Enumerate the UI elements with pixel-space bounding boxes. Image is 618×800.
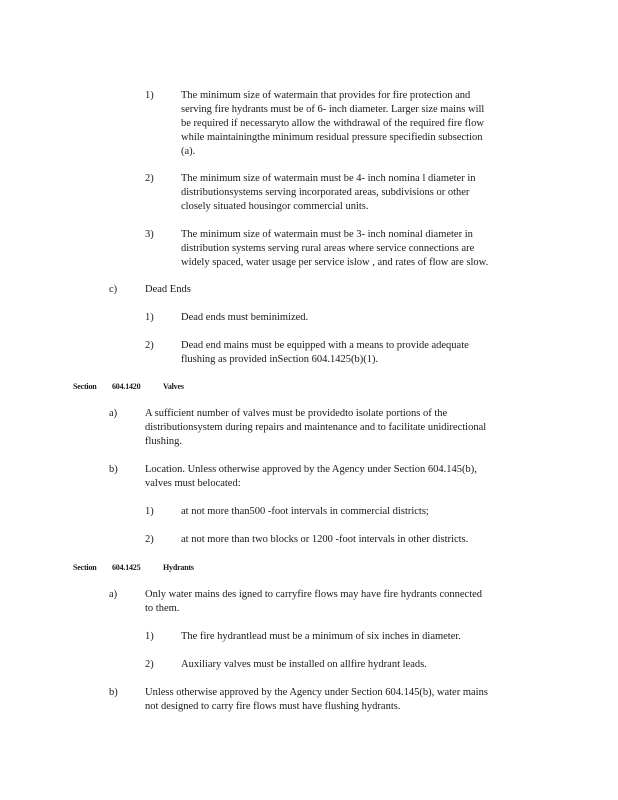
item-3-text	[181, 228, 488, 270]
item-letter: a)	[109, 408, 118, 419]
hydrants-b-text	[145, 686, 488, 714]
text-line: The minimum size of watermain must be 3- inch nominal diameter in	[181, 229, 473, 240]
section-label: Section	[73, 563, 97, 572]
item-letter: b)	[109, 687, 118, 698]
section-label: Section	[73, 382, 97, 391]
item-number: 2)	[145, 340, 154, 351]
text-line: distribution systems serving rural areas where service connections are	[181, 243, 475, 254]
item-1-text	[181, 89, 529, 159]
text-line: serving fire hydrants must be of 6- inch diameter. Larger size mains will	[181, 104, 485, 115]
text-line: (a).	[181, 146, 196, 157]
hydrants-a-text	[145, 588, 482, 616]
item-number: 3)	[145, 229, 154, 240]
text-line: distributionsystem during repairs and maintenance and to facilitate unidirectional	[145, 422, 487, 433]
text-line: flushing.	[145, 436, 183, 447]
text-line: Location. Unless otherwise approved by the Agency under Section 604.145(b),	[145, 464, 477, 475]
item-2-text	[181, 172, 476, 214]
section-number: 604.1425	[112, 563, 141, 572]
text-line: Only water mains des igned to carryfire flows may have fire hydrants connected	[145, 589, 483, 600]
dead-ends-2-text	[181, 339, 469, 367]
text-line: widely spaced, water usage per service islow , and rates of flow are slow.	[181, 257, 489, 268]
text-line: Dead ends must beminimized.	[181, 312, 309, 323]
item-number: 2)	[145, 173, 154, 184]
text-line: Auxiliary valves must be installed on allfire hydrant leads.	[181, 659, 427, 670]
item-number: 2)	[145, 534, 154, 545]
hydrants-a-2-text	[181, 658, 427, 672]
valves-b-1-text	[181, 505, 429, 519]
text-line: at not more than two blocks or 1200 -foot intervals in other districts.	[181, 534, 469, 545]
section-title: Valves	[163, 382, 184, 391]
section-title: Hydrants	[163, 563, 194, 572]
text-line: to them.	[145, 603, 180, 614]
item-number: 1)	[145, 312, 154, 323]
text-line: Dead Ends	[145, 284, 191, 295]
text-line: valves must belocated:	[145, 478, 241, 489]
item-number: 2)	[145, 659, 154, 670]
text-line: The minimum size of watermain that provides for fire protection and	[181, 90, 471, 101]
text-line: Dead end mains must be equipped with a means to provide adequate	[181, 340, 469, 351]
section-number: 604.1420	[112, 382, 141, 391]
text-line: The minimum size of watermain must be 4- inch nomina l diameter in	[181, 173, 476, 184]
item-letter: b)	[109, 464, 118, 475]
dead-ends-heading	[145, 283, 191, 297]
text-line: at not more than500 -foot intervals in commercial districts;	[181, 506, 429, 517]
item-letter: a)	[109, 589, 118, 600]
text-line: A sufficient number of valves must be providedto isolate portions of the	[145, 408, 448, 419]
item-number: 1)	[145, 90, 154, 101]
text-line: not designed to carry fire flows must have flushing hydrants.	[145, 701, 401, 712]
item-letter: c)	[109, 284, 118, 295]
dead-ends-1-text	[181, 311, 308, 325]
valves-a-text	[145, 407, 486, 449]
text-line: closely situated housingor commercial units.	[181, 201, 369, 212]
valves-b-text	[145, 463, 477, 491]
text-line: flushing as provided inSection 604.1425(b)(1).	[181, 354, 379, 365]
text-line: The fire hydrantlead must be a minimum of six inches in diameter.	[181, 631, 461, 642]
text-line: be required if necessaryto allow the withdrawal of the required fire flow	[181, 118, 484, 129]
text-line: distributionsystems serving incorporated areas, subdivisions or other	[181, 187, 470, 198]
valves-b-2-text	[181, 533, 468, 547]
text-line: Unless otherwise approved by the Agency under Section 604.145(b), water mains	[145, 687, 488, 698]
item-number: 1)	[145, 631, 154, 642]
hydrants-a-1-text	[181, 630, 461, 644]
item-number: 1)	[145, 506, 154, 517]
text-line: while maintainingthe minimum residual pressure specifiedin subsection	[181, 132, 483, 143]
